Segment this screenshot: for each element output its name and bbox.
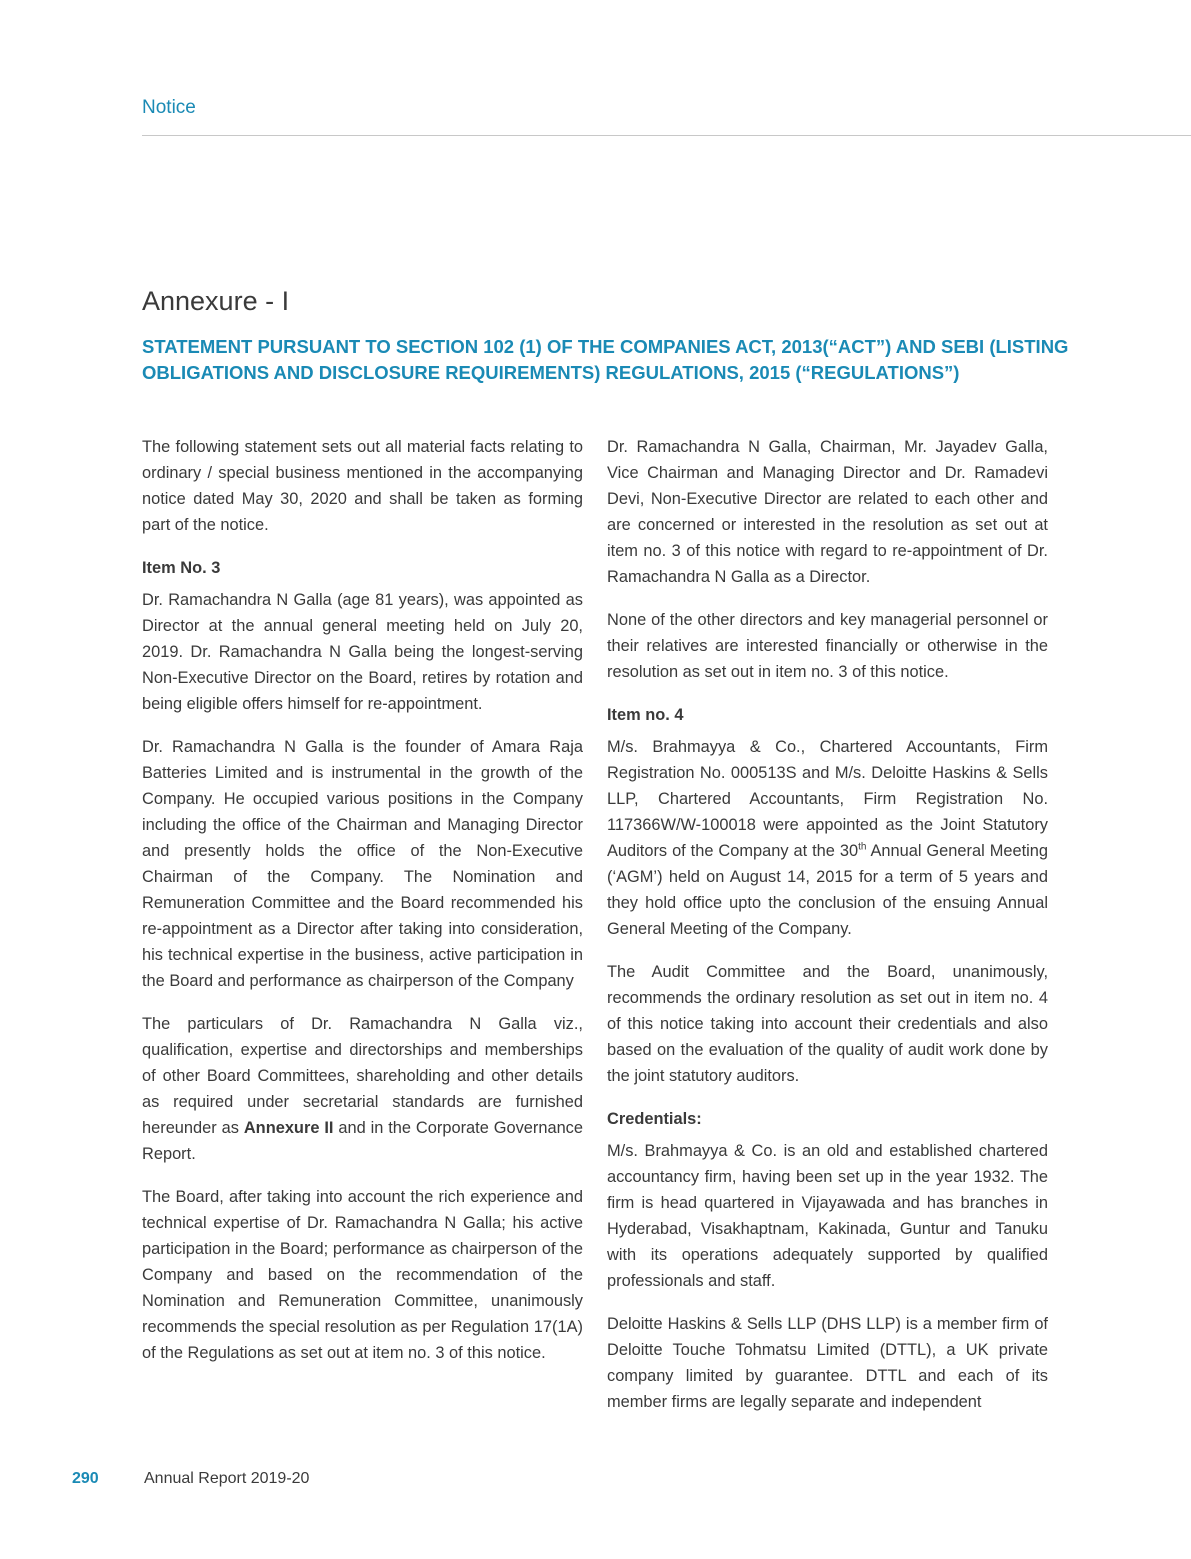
item-4-heading: Item no. 4 xyxy=(607,706,684,724)
item-3-paragraph-6: None of the other directors and key managerial personnel or their relatives are interested financially or otherwise in the resolution as set out in item no. 3 of this notice. xyxy=(607,611,1048,681)
item-3-paragraph-2: Dr. Ramachandra N Galla is the founder of Amara Raja Batteries Limited and is instrumental in the growth of the Company. He occupied various positions in the Company including the office of the Chairman and Managing Director and presently holds the office of the Non-Executive Chairman of the Company. The Nomination and Remuneration Committee and the Board recommended his re-appointment as a Director after taking into consideration, his technical expertise in the business, active participation in the Board and performance as chairperson of the Company xyxy=(142,738,583,990)
left-column xyxy=(142,434,583,1383)
item-3-paragraph-4: The Board, after taking into account the rich experience and technical expertise of Dr. Ramachandra N Galla; his active participation in the Board; performance as chairperson of the Company and based on the recommendation of the Nomination and Remuneration Committee, unanimously recommends the special resolution as per Regulation 17(1A) of the Regulations as set out at item no. 3 of this notice. xyxy=(142,1188,583,1362)
annexure-ii-reference: Annexure II xyxy=(243,1119,334,1137)
item-3-paragraph-5: Dr. Ramachandra N Galla, Chairman, Mr. Jayadev Galla, Vice Chairman and Managing Director and Dr. Ramadevi Devi, Non-Executive Director are related to each other and are concerned or interested in the resolution as set out at item no. 3 of this notice with regard to re-appointment of Dr. Ramachandra N Galla as a Director. xyxy=(607,438,1048,586)
item-3-paragraph-3-text-b: and in the Corporate Governance Report. xyxy=(142,1119,583,1163)
item-3-heading: Item No. 3 xyxy=(142,559,221,577)
report-name: Annual Report 2019-20 xyxy=(144,1470,310,1487)
item-3-paragraph-3-text-a: The particulars of Dr. Ramachandra N Galla viz., qualification, expertise and directorships and memberships of other Board Committees, shareholding and other details as required under secretarial standards are furnished hereunder as xyxy=(142,1015,583,1137)
item-4-paragraph-1-text-a: M/s. Brahmayya & Co., Chartered Accountants, Firm Registration No. 000513S and M/s. Deloitte Haskins & Sells LLP, Chartered Accountants, Firm Registration No. 117366W/W-100018 were appointed as the Joint Statutory Auditors of the Company at the 30 xyxy=(607,738,1048,860)
ordinal-suffix: th xyxy=(858,841,867,853)
credentials-paragraph-1: M/s. Brahmayya & Co. is an old and established chartered accountancy firm, having been set up in the year 1932. The firm is head quartered in Vijayawada and has branches in Hyderabad, Visakhaptnam, Kakinada, Guntur and Tanuku with its operations adequately supported by qualified professionals and staff. xyxy=(607,1142,1048,1290)
item-3-paragraph-1: Dr. Ramachandra N Galla (age 81 years), was appointed as Director at the annual general meeting held on July 20, 2019. Dr. Ramachandra N Galla being the longest-serving Non-Executive Director on the Board, retires by rotation and being eligible offers himself for re-appointment. xyxy=(142,591,583,713)
item-3-paragraph-3 xyxy=(142,1011,583,1167)
item-4-paragraph-1-text-b: Annual General Meeting (‘AGM’) held on August 14, 2015 for a term of 5 years and they hold office upto the conclusion of the ensuing Annual General Meeting of the Company. xyxy=(607,842,1048,938)
section-label: Notice xyxy=(142,97,196,118)
page-number: 290 xyxy=(72,1470,99,1487)
item-4-paragraph-2: The Audit Committee and the Board, unanimously, recommends the ordinary resolution as set out in item no. 4 of this notice taking into account their credentials and also based on the evaluation of the quality of audit work done by the joint statutory auditors. xyxy=(607,963,1048,1085)
annexure-title: Annexure - I xyxy=(142,286,290,316)
right-column xyxy=(607,434,1048,1432)
header-divider xyxy=(142,135,1191,136)
credentials-paragraph-2: Deloitte Haskins & Sells LLP (DHS LLP) is a member firm of Deloitte Touche Tohmatsu Limited (DTTL), a UK private company limited by guarantee. DTTL and each of its member firms are legally separate and independent xyxy=(607,1315,1048,1411)
intro-paragraph: The following statement sets out all material facts relating to ordinary / special business mentioned in the accompanying notice dated May 30, 2020 and shall be taken as forming part of the notice. xyxy=(142,438,583,534)
item-4-paragraph-1 xyxy=(607,734,1048,942)
statement-heading: STATEMENT PURSUANT TO SECTION 102 (1) OF THE COMPANIES ACT, 2013(“ACT”) AND SEBI (LISTING OBLIGATIONS AND DISCLOSURE REQUIREMENTS) REGULATIONS, 2015 (“REGULATIONS”) xyxy=(142,336,1069,383)
credentials-heading: Credentials: xyxy=(607,1110,702,1128)
